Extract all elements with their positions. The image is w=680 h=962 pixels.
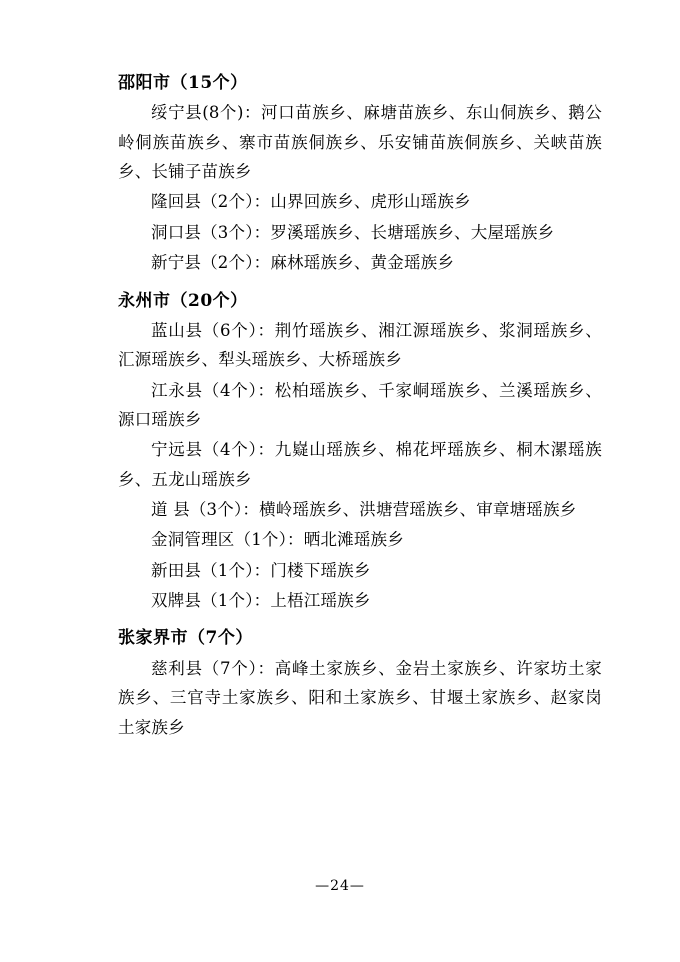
list-item: 蓝山县（6个）：荆竹瑶族乡、湘江源瑶族乡、浆洞瑶族乡、汇源瑶族乡、犁头瑶族乡、大桥瑶族乡 [118,320,602,370]
list-item: 江永县（4个）：松柏瑶族乡、千家峒瑶族乡、兰溪瑶族乡、源口瑶族乡 [118,380,602,429]
list-item: 绥宁县(8个)：河口苗族乡、麻塘苗族乡、东山侗族乡、鹅公岭侗族苗族乡、寨市苗族侗族乡、乐安铺苗族侗族乡、关峡苗族乡、长铺子苗族乡 [118,103,602,182]
section-heading-zhangjiajie: 张家界市（7个） [118,628,253,649]
list-item: 隆回县（2个）：山界回族乡、虎形山瑶族乡 [151,192,471,212]
list-item: 慈利县（7个）：高峰土家族乡、金岩土家族乡、许家坊土家族乡、三官寺土家族乡、阳和土家族乡、甘堰土家族乡、赵家岗土家族乡 [118,658,602,737]
page-number: —24— [315,878,365,894]
section-heading-yongzhou: 永州市（20个） [118,290,248,311]
list-item: 金洞管理区（1个）：晒北滩瑶族乡 [151,530,404,550]
list-item: 道 县（3个）：横岭瑶族乡、洪塘营瑶族乡、审章塘瑶族乡 [151,500,577,519]
list-item: 双牌县（1个）：上梧江瑶族乡 [151,591,371,611]
list-item: 新宁县（2个）：麻林瑶族乡、黄金瑶族乡 [151,253,455,273]
list-item: 新田县（1个）：门楼下瑶族乡 [151,560,371,580]
section-heading-shaoyang: 邵阳市（15个） [118,73,248,93]
list-item: 洞口县（3个）：罗溪瑶族乡、长塘瑶族乡、大屋瑶族乡 [151,222,555,242]
list-item: 宁远县（4个）：九嶷山瑶族乡、棉花坪瑶族乡、桐木漯瑶族乡、五龙山瑶族乡 [118,440,602,489]
